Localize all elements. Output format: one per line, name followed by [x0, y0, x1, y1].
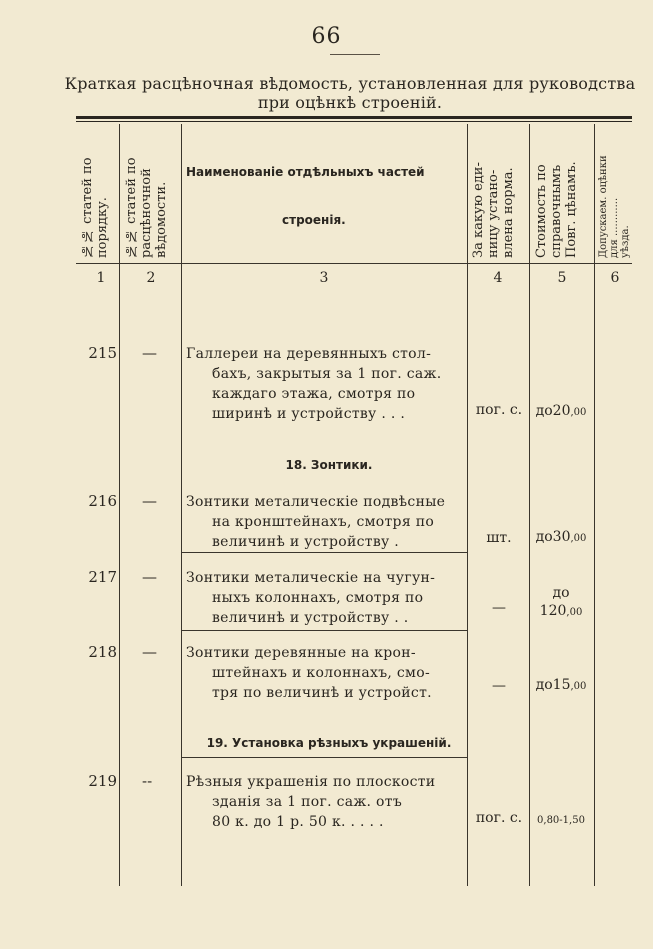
table-top-rule-thin	[76, 121, 632, 122]
title-line-2: при оцѣнкѣ строеній.	[257, 93, 443, 112]
title-line-1: Краткая расцѣночная вѣдомость, установленная для руководства	[64, 74, 636, 93]
row-217-number: 217	[88, 568, 117, 586]
row-217-price: до 120,00	[539, 585, 583, 619]
header-col-2: №№ статей по расцѣночной вѣдомости.	[124, 157, 169, 258]
header-col-1: №№ статей по порядку.	[80, 157, 110, 258]
row-216-ref: —	[142, 492, 157, 510]
row-215-price: до20,00	[535, 403, 587, 419]
row-218-ref: —	[142, 643, 157, 661]
col-number-1: 1	[96, 270, 106, 286]
row-219-price: 0,80-1,50	[537, 815, 585, 826]
table-top-rule	[76, 116, 632, 119]
page-number: 66	[311, 24, 342, 49]
row-218-number: 218	[88, 643, 117, 661]
header-col-4: За какую еди- ницу устано- влена норма.	[471, 162, 516, 258]
col-number-3: 3	[319, 270, 329, 286]
col-number-6: 6	[610, 270, 620, 286]
row-218-price: до15,00	[535, 677, 587, 693]
row-215-number: 215	[88, 344, 117, 362]
row-219-ref: --	[142, 772, 153, 790]
row-215-ref: —	[142, 344, 157, 362]
row-216-description: Зонтики металическіе подвѣсные на кронштейнахъ, смотря по величинѣ и устройству .	[186, 494, 446, 550]
header-col-3-line-2: строенія.	[282, 213, 346, 227]
row-219-unit: пог. с.	[475, 810, 523, 826]
column-divider-4	[529, 124, 530, 886]
page-number-rule	[330, 54, 380, 55]
header-col-6: Допускаем. оцѣнки для ............ уѣзда.	[598, 155, 631, 258]
row-216-number: 216	[88, 492, 117, 510]
row-219-description: Рѣзныя украшенія по плоскости зданія за 1 пог. саж. отъ 80 к. до 1 р. 50 к. . . . .	[186, 774, 436, 830]
row-218-description: Зонтики деревянные на крон- штейнахъ и колоннахъ, смо- тря по величинѣ и устройст.	[186, 645, 432, 701]
row-215-description: Галлереи на деревянныхъ стол- бахъ, закрытыя за 1 пог. саж. каждаго этажа, смотря по ширинѣ и устройству . . .	[186, 346, 442, 422]
column-divider-2	[181, 124, 182, 886]
header-col-3-line-1: Наименованіе отдѣльныхъ частей	[186, 165, 425, 179]
col-number-2: 2	[146, 270, 156, 286]
row-216-unit: шт.	[486, 530, 512, 546]
row-219-number: 219	[88, 772, 117, 790]
row-216-price: до30,00	[535, 529, 587, 545]
header-rule	[76, 263, 632, 264]
section-18-heading: 18. Зонтики.	[285, 458, 373, 472]
row-217-rule	[181, 630, 467, 631]
row-217-ref: —	[142, 568, 157, 586]
row-217-unit: —	[492, 600, 506, 616]
row-215-unit: пог. с.	[475, 402, 523, 418]
row-216-rule	[181, 552, 467, 553]
col-number-4: 4	[493, 270, 503, 286]
column-divider-1	[119, 124, 120, 886]
header-col-5: Стоимость по справочнымъ Повг. цѣнамъ.	[534, 161, 579, 258]
col-number-5: 5	[557, 270, 567, 286]
row-218-unit: —	[492, 678, 506, 694]
section-19-heading: 19. Установка рѣзныхъ украшеній.	[206, 736, 452, 750]
column-divider-5	[594, 124, 595, 886]
section-19-rule	[181, 757, 467, 758]
row-217-description: Зонтики металическіе на чугун- ныхъ колоннахъ, смотря по величинѣ и устройству . .	[186, 570, 436, 626]
document-title	[60, 74, 640, 112]
